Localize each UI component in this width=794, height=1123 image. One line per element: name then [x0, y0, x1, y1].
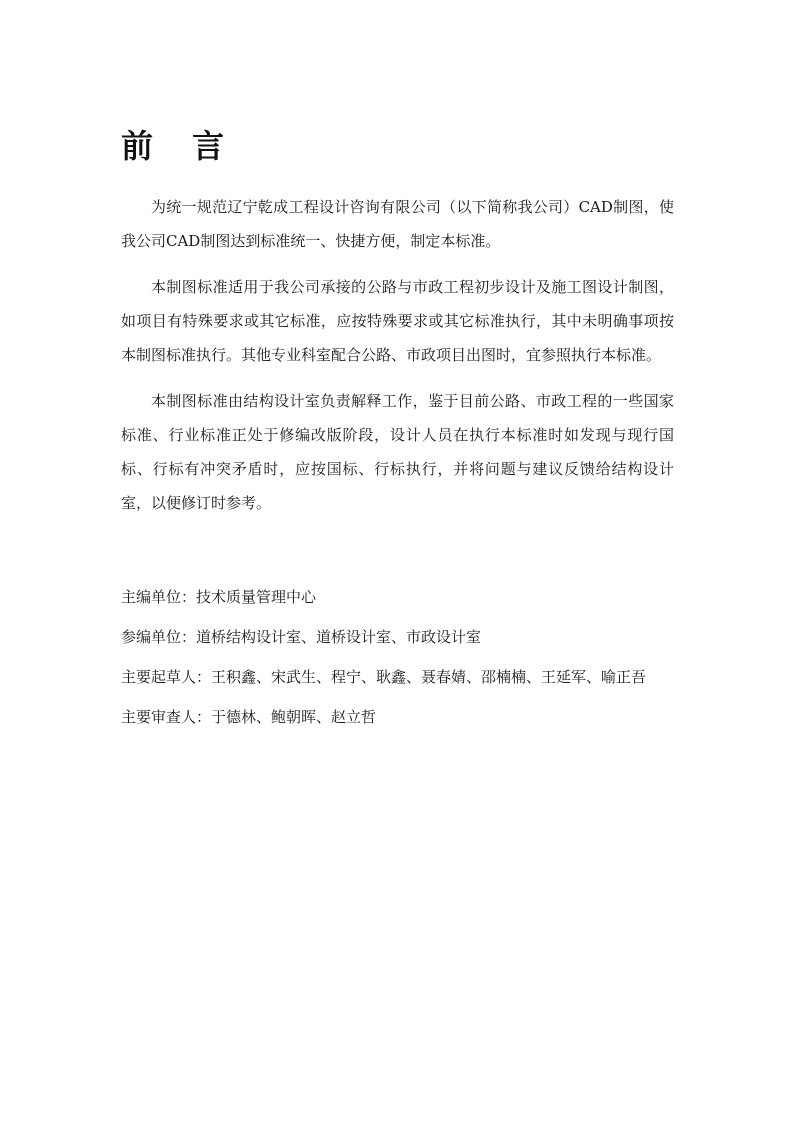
- paragraph-purpose: 为统一规范辽宁乾成工程设计咨询有限公司（以下简称我公司）CAD制图，使我公司CAD制图达到标准统一、快捷方便，制定本标准。: [121, 198, 674, 250]
- credits-section: [121, 577, 681, 737]
- credit-chief-editor: 主编单位：技术质量管理中心: [121, 588, 317, 606]
- credit-participating-units: 参编单位：道桥结构设计室、道桥设计室、市政设计室: [121, 628, 482, 646]
- paragraph-scope: 本制图标准适用于我公司承接的公路与市政工程初步设计及施工图设计制图，如项目有特殊要求或其它标准，应按特殊要求或其它标准执行，其中未明确事项按本制图标准执行。其他专业科室配合公路、市政项目出图时，宜参照执行本标准。: [121, 278, 674, 364]
- page-title: 前 言: [121, 127, 239, 165]
- credit-drafters: 主要起草人：王积鑫、宋武生、程宁、耿鑫、聂春婧、邵楠楠、王延军、喻正吾: [121, 668, 647, 686]
- paragraph-interpretation: 本制图标准由结构设计室负责解释工作，鉴于目前公路、市政工程的一些国家标准、行业标准正处于修编改版阶段，设计人员在执行本标准时如发现与现行国标、行标有冲突矛盾时，应按国标、行标执行，并将问题与建议反馈给结构设计室，以便修订时参考。: [121, 392, 674, 512]
- credit-reviewers: 主要审查人：于德林、鲍朝晖、赵立哲: [121, 708, 377, 726]
- preface-body: [121, 190, 674, 532]
